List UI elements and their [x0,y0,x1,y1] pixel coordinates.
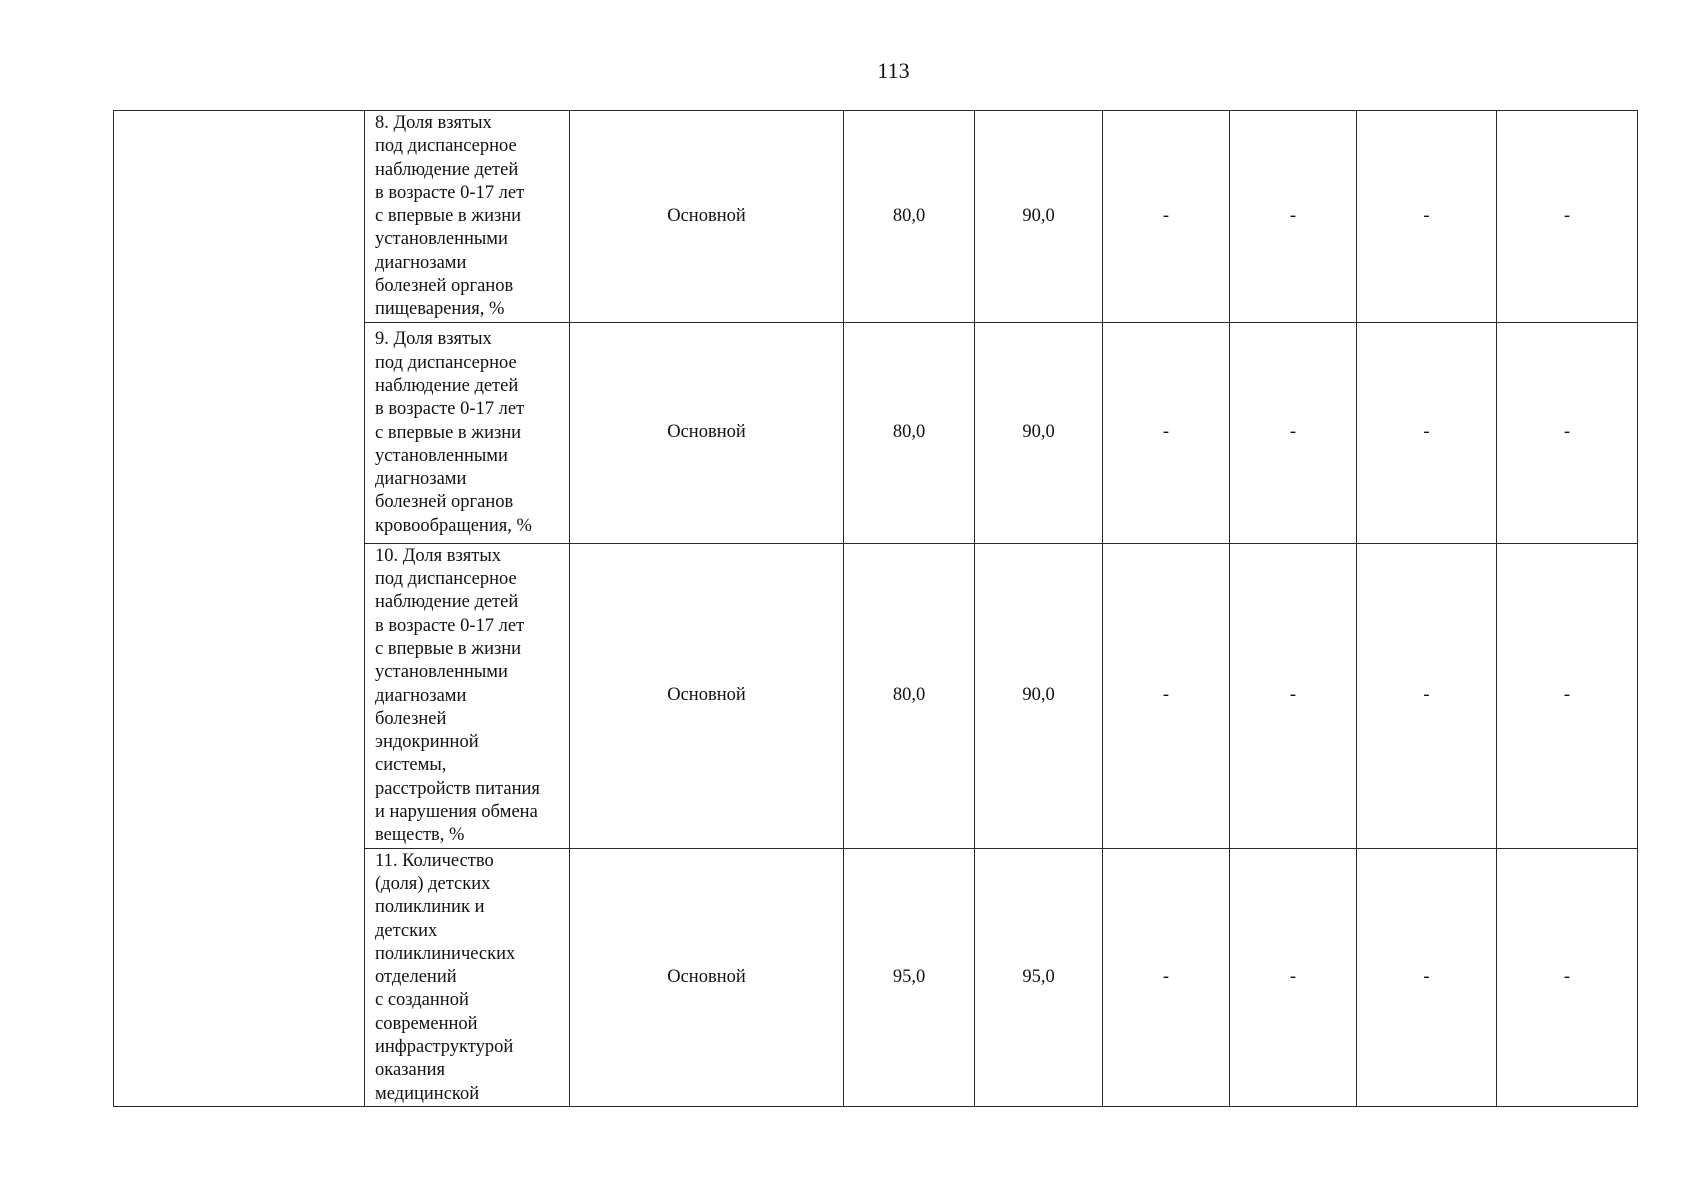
value-cell: - [1497,322,1638,543]
value-cell: 90,0 [975,322,1103,543]
indicator-name-cell: 9. Доля взятых под диспансерное наблюдение детей в возрасте 0-17 лет с впервые в жизни установленными диагнозами болезней органов кровообращения, % [365,322,570,543]
value-cell: - [1230,848,1357,1106]
value-cell: - [1230,543,1357,848]
indicator-name-cell: 11. Количество (доля) детских поликлиник и детских поликлинических отделений с созданной современной инфраструктурой оказания медицинской [365,848,570,1106]
indicator-name-cell: 10. Доля взятых под диспансерное наблюдение детей в возрасте 0-17 лет с впервые в жизни установленными диагнозами болезней эндокринной системы, расстройств питания и нарушения обмена веществ, % [365,543,570,848]
indicator-type-cell: Основной [570,111,844,323]
value-cell: - [1230,322,1357,543]
value-cell: 90,0 [975,111,1103,323]
page-number: 113 [877,58,910,83]
value-cell: - [1103,848,1230,1106]
value-cell: 95,0 [975,848,1103,1106]
value-cell: - [1497,543,1638,848]
value-cell: 95,0 [844,848,975,1106]
value-cell: 80,0 [844,543,975,848]
value-cell: 80,0 [844,111,975,323]
value-cell: - [1230,111,1357,323]
indicator-name-cell: 8. Доля взятых под диспансерное наблюдение детей в возрасте 0-17 лет с впервые в жизни установленными диагнозами болезней органов пищеварения, % [365,111,570,323]
value-cell: - [1497,111,1638,323]
value-cell: - [1103,111,1230,323]
value-cell: 90,0 [975,543,1103,848]
value-cell: - [1357,322,1497,543]
indicator-type-cell: Основной [570,322,844,543]
value-cell: - [1357,848,1497,1106]
indicator-type-cell: Основной [570,543,844,848]
value-cell: - [1497,848,1638,1106]
indicator-type-cell: Основной [570,848,844,1106]
value-cell: - [1357,111,1497,323]
value-cell: - [1103,543,1230,848]
value-cell: - [1357,543,1497,848]
indicator-table [113,110,1638,1107]
value-cell: - [1103,322,1230,543]
table-row [114,111,1638,323]
table-cell-empty [114,111,365,1107]
value-cell: 80,0 [844,322,975,543]
